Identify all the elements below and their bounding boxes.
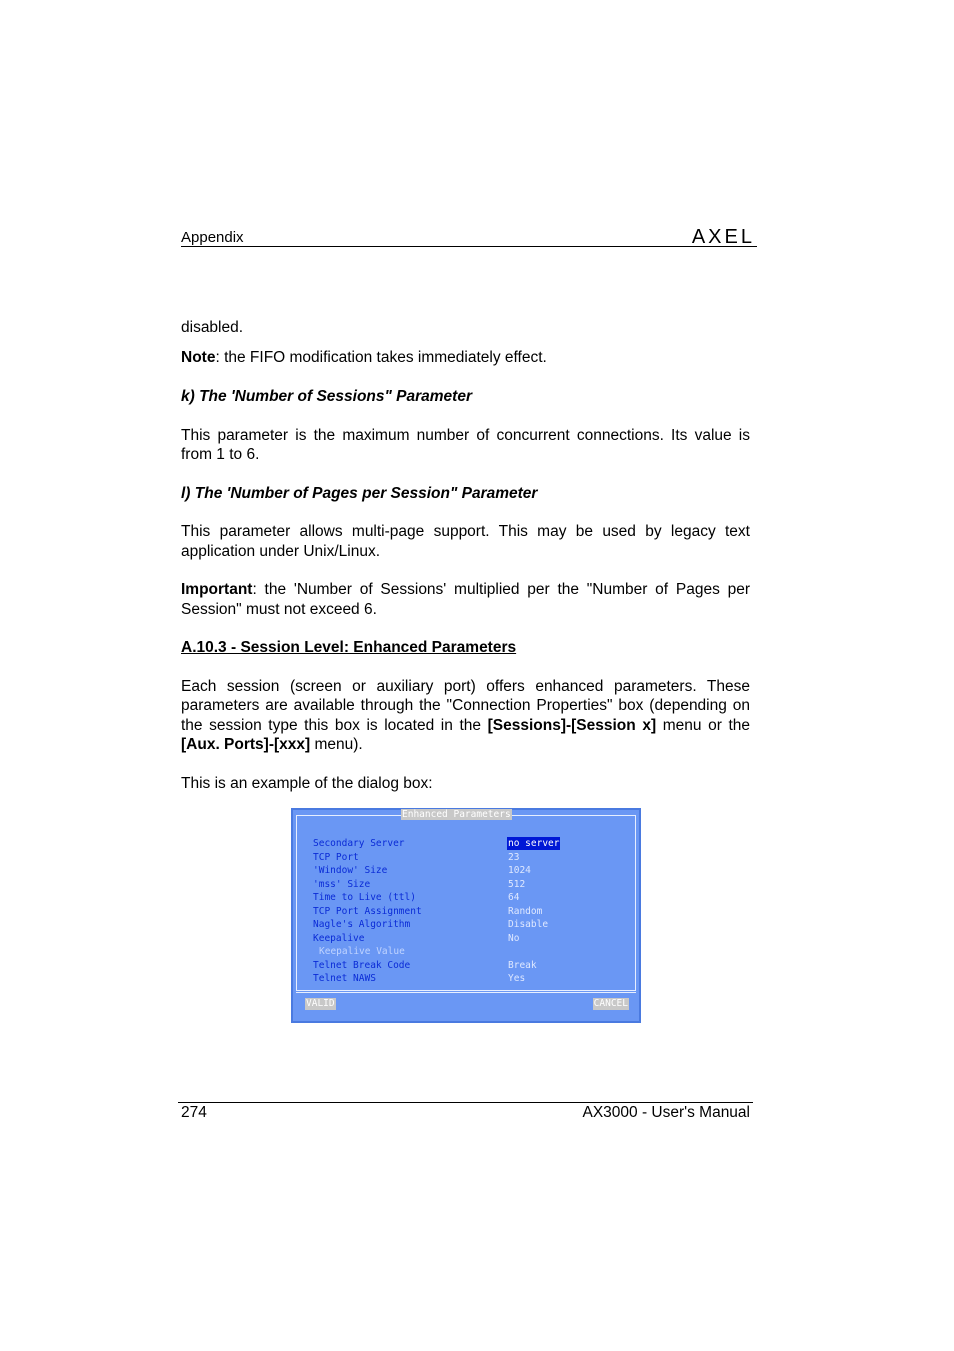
dialog-separator [296, 992, 636, 993]
enhanced-parameters-dialog [291, 808, 641, 1023]
param-label: 'mss' Size [313, 878, 371, 890]
section-heading: A.10.3 - Session Level: Enhanced Parameters [181, 639, 517, 656]
page-header [181, 228, 757, 247]
param-value[interactable]: Random [508, 905, 543, 917]
paragraph-sessions: This parameter is the maximum number of concurrent connections. Its value is from 1 to 6. [181, 426, 750, 463]
param-row-keepalive-value [313, 945, 633, 958]
param-value[interactable]: 1024 [508, 865, 531, 876]
param-label: Telnet Break Code [313, 959, 411, 971]
important-text: : the 'Number of Sessions' multiplied per the "Number of Pages per Session" must not exceed 6. [181, 581, 750, 618]
heading-number-of-pages: l) The 'Number of Pages per Session" Parameter [181, 484, 538, 502]
param-label: Telnet NAWS [313, 973, 376, 984]
param-value[interactable]: No [508, 932, 520, 944]
menu-path-aux-ports: [Aux. Ports]-[xxx] [181, 736, 311, 753]
paragraph-enhanced-parameters [181, 677, 750, 755]
paragraph-disabled: disabled. [181, 319, 244, 336]
important-paragraph [181, 580, 750, 619]
param-label: Time to Live (ttl) [313, 892, 416, 903]
page-content [181, 318, 750, 793]
note-text: : the FIFO modification takes immediately effect. [215, 348, 547, 366]
param-row-secondary-server[interactable] [313, 837, 633, 850]
param-label: Nagle's Algorithm [313, 919, 411, 930]
important-label: Important [181, 581, 253, 598]
param-value[interactable]: Disable [508, 919, 549, 930]
param-value[interactable]: 64 [508, 892, 520, 903]
paragraph-example: This is an example of the dialog box: [181, 774, 433, 792]
param-label: Secondary Server [313, 838, 405, 849]
param-label-disabled: Keepalive Value [319, 946, 405, 957]
note-paragraph [181, 348, 750, 368]
cancel-button[interactable]: CANCEL [593, 998, 628, 1009]
paragraph-pages: This parameter allows multi-page support. This may be used by legacy text application under Unix/Linux. [181, 523, 750, 560]
param-row-time-to-live[interactable] [313, 891, 633, 904]
param-row-tcp-port-assignment[interactable] [313, 905, 633, 918]
param-value[interactable]: 23 [508, 851, 520, 863]
param-label: TCP Port Assignment [313, 905, 422, 917]
param-row-telnet-naws[interactable] [313, 972, 633, 985]
dialog-title: Enhanced Parameters [402, 809, 511, 820]
param-row-nagles-algorithm[interactable] [313, 918, 633, 931]
text-part: menu). [310, 736, 363, 753]
param-value[interactable]: 512 [508, 878, 526, 890]
menu-path-sessions: [Sessions]-[Session x] [487, 716, 657, 734]
heading-number-of-sessions: k) The 'Number of Sessions" Parameter [181, 388, 472, 405]
param-row-telnet-break-code[interactable] [313, 959, 633, 972]
param-label: 'Window' Size [313, 865, 388, 876]
param-label: Keepalive [313, 932, 365, 944]
axel-logo: AXEL [691, 226, 755, 248]
manual-title: AX3000 - User's Manual [582, 1104, 750, 1121]
param-row-tcp-port[interactable] [313, 851, 633, 864]
param-value-selected[interactable]: no server [508, 838, 560, 849]
page-number: 274 [181, 1104, 207, 1121]
valid-button[interactable]: VALID [306, 998, 335, 1009]
param-value[interactable]: Break [508, 959, 537, 971]
text-part: menu or the [656, 716, 750, 734]
param-label: TCP Port [313, 851, 359, 863]
footer-rule [178, 1102, 753, 1103]
text-part: Each session (screen or auxiliary port) offers enhanced parameters. These parameters are available through the "Connection Properties" box (depending on the session type this box is located in the [181, 677, 750, 734]
param-value[interactable]: Yes [508, 973, 526, 984]
note-label: Note [181, 348, 216, 366]
header-section: Appendix [181, 229, 244, 246]
param-row-keepalive[interactable] [313, 932, 633, 945]
param-row-window-size[interactable] [313, 864, 633, 877]
param-row-mss-size[interactable] [313, 878, 633, 891]
